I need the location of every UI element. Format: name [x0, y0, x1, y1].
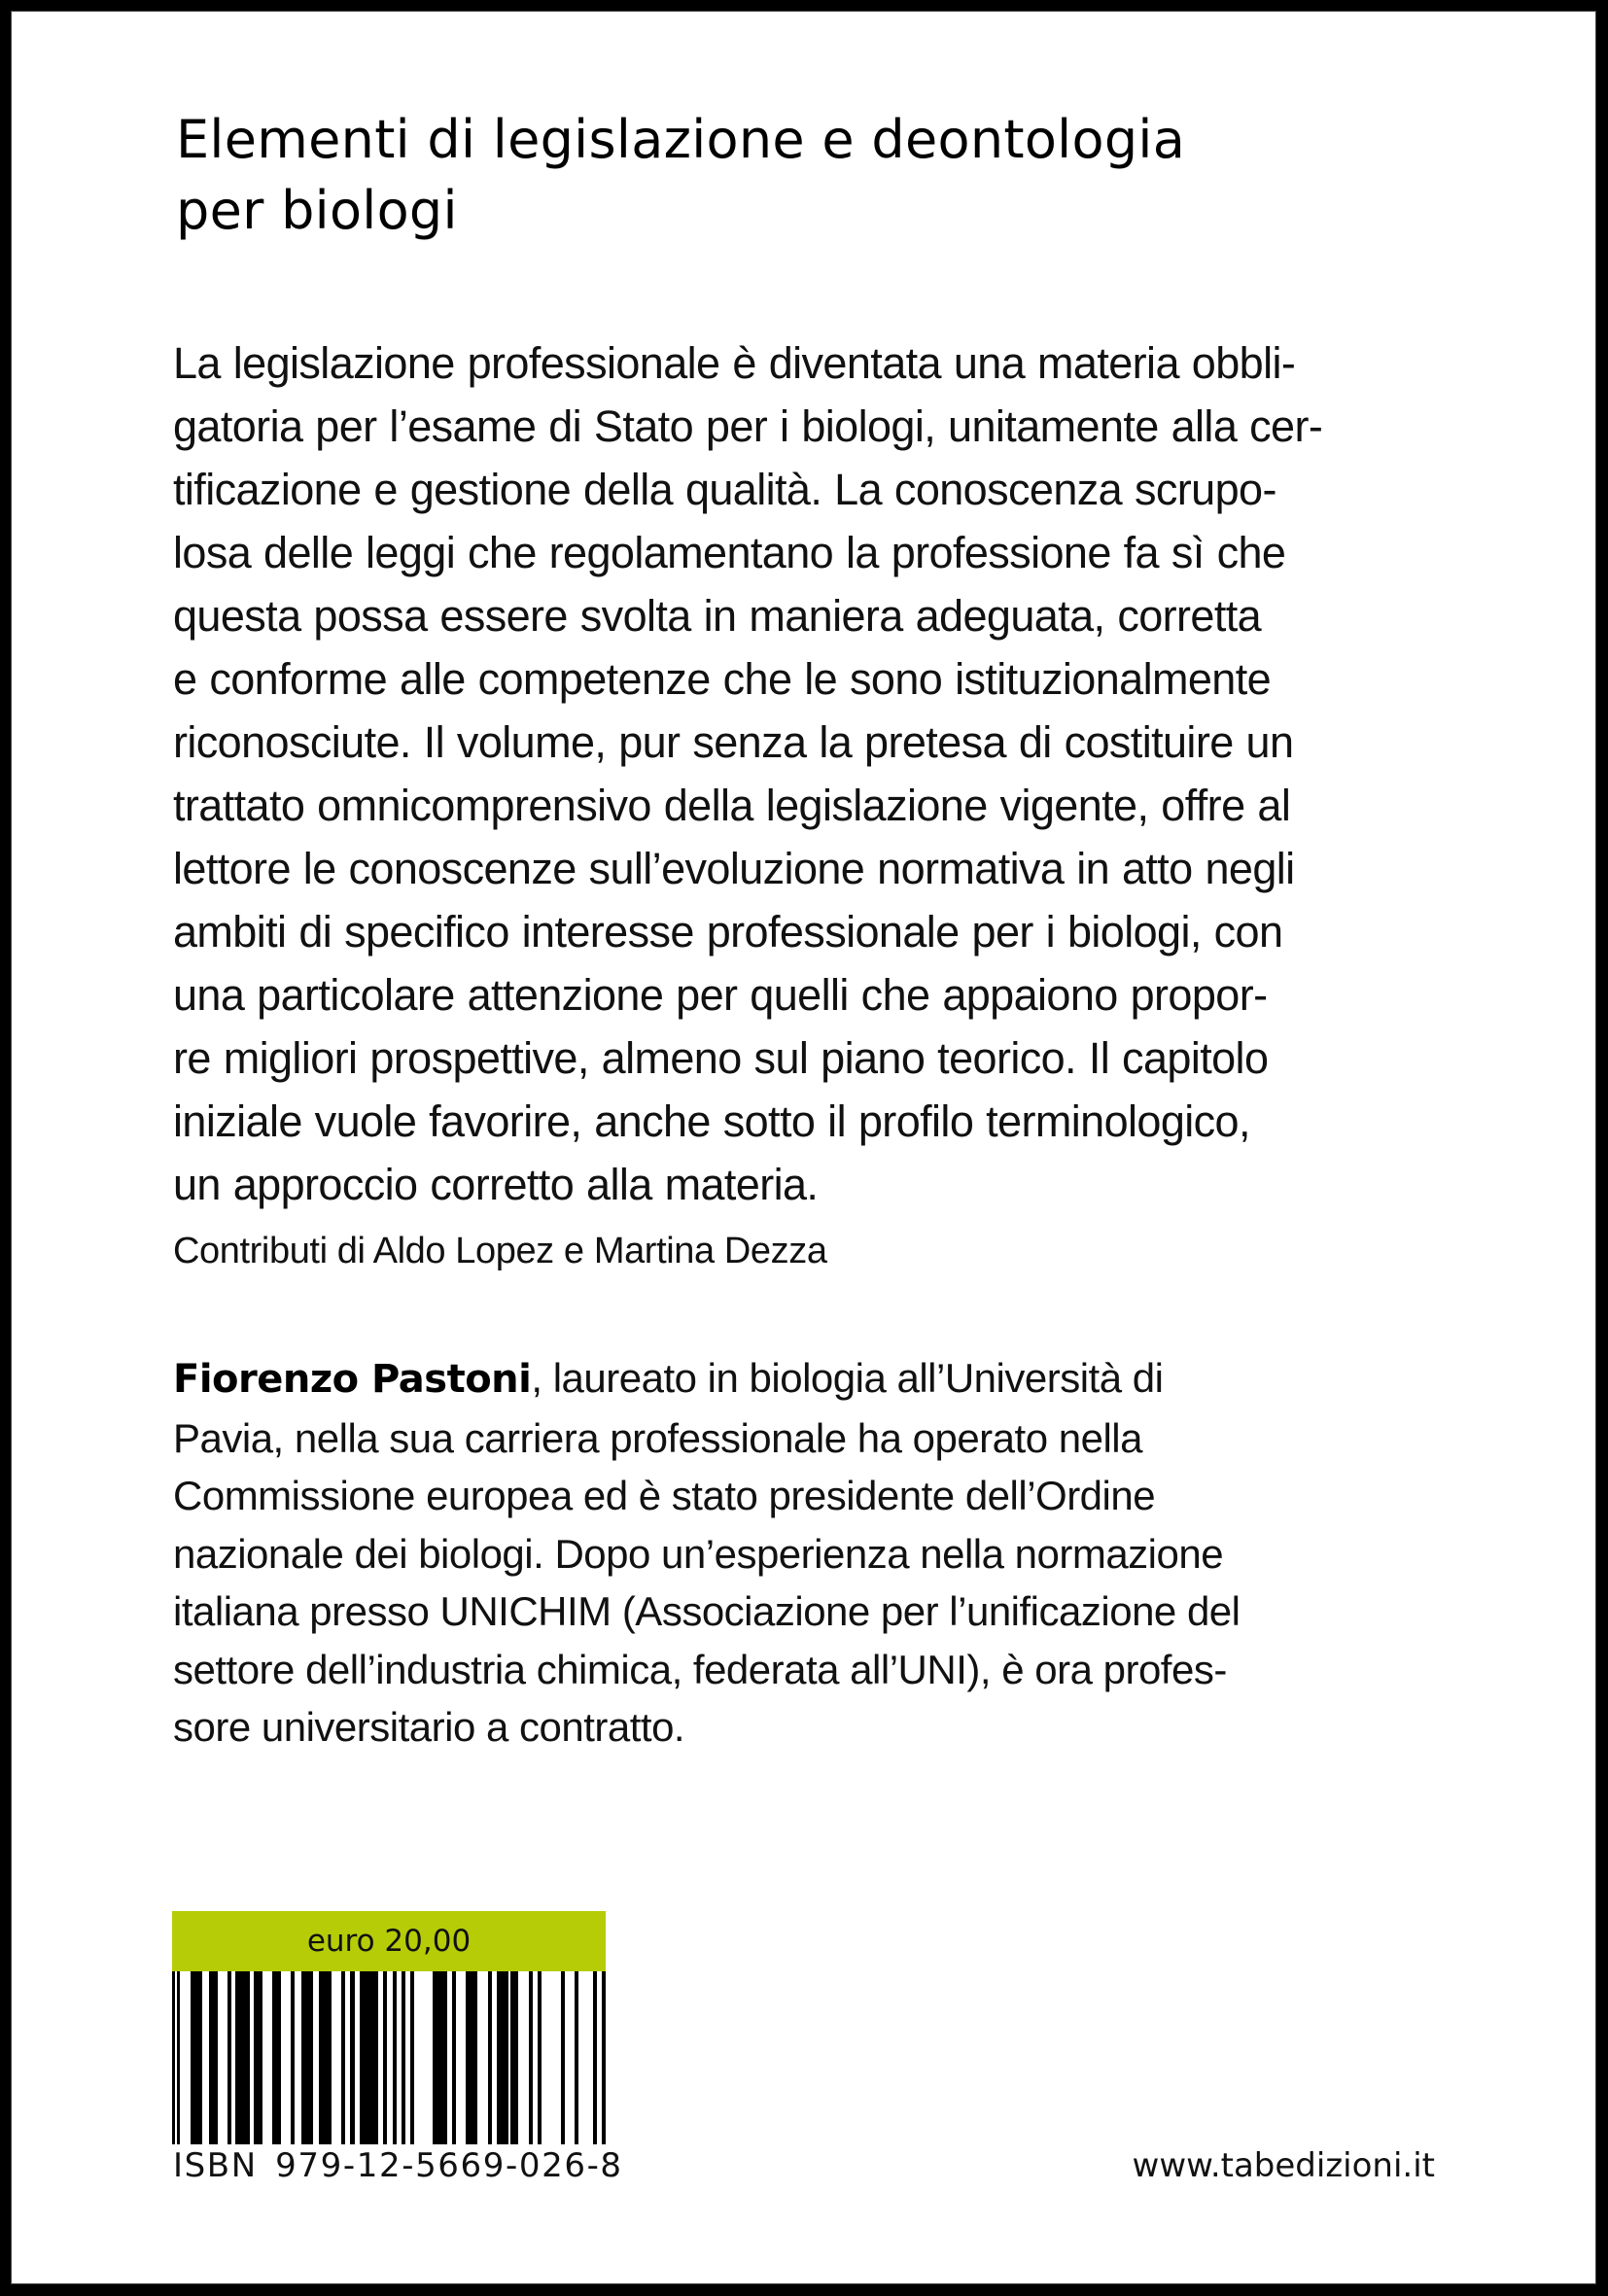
synopsis-line: ambiti di specifico interesse professionale per i biologi, con	[173, 907, 1283, 957]
synopsis-line: La legislazione professionale è diventata una materia obbli-	[173, 338, 1296, 388]
synopsis-line: gatoria per l’esame di Stato per i biologi, unitamente alla cer-	[173, 401, 1323, 451]
price-label	[172, 1911, 606, 1971]
synopsis	[173, 331, 1322, 1216]
synopsis-line: questa possa essere svolta in maniera adeguata, corretta	[173, 591, 1262, 641]
synopsis-line: iniziale vuole favorire, anche sotto il profilo terminologico,	[173, 1096, 1250, 1146]
author-name: Fiorenzo Pastoni	[173, 1357, 532, 1402]
synopsis-line: losa delle leggi che regolamentano la professione fa sì che	[173, 528, 1286, 577]
author-bio	[173, 1349, 1241, 1757]
bio-line: sore universitario a contratto.	[173, 1704, 685, 1750]
synopsis-line: e conforme alle competenze che le sono istituzionalmente	[173, 654, 1272, 704]
book-back-cover	[11, 11, 1596, 2284]
bio-line: Pavia, nella sua carriera professionale ha operato nella	[173, 1414, 1142, 1461]
book-title	[176, 104, 1185, 246]
synopsis-line: riconosciute. Il volume, pur senza la pretesa di costituire un	[173, 717, 1294, 767]
bio-line: italiana presso UNICHIM (Associazione per l’unificazione del	[173, 1588, 1241, 1634]
contributors-note: Contributi di Aldo Lopez e Martina Dezza	[173, 1231, 827, 1271]
title-line: per biologi	[176, 180, 458, 241]
synopsis-line: lettore le conoscenze sull’evoluzione normativa in atto negli	[173, 844, 1295, 893]
isbn-number: ISBN 979-12-5669-026-8	[173, 2146, 623, 2185]
price-text: euro 20,00	[306, 1924, 472, 1959]
bio-line: settore dell’industria chimica, federata all’UNI), è ora profes-	[173, 1646, 1227, 1692]
synopsis-line: tificazione e gestione della qualità. La conoscenza scrupo-	[173, 465, 1276, 514]
bio-first-line-rest: , laureato in biologia all’Università di	[531, 1355, 1164, 1401]
synopsis-line: una particolare attenzione per quelli che appaiono propor-	[173, 970, 1268, 1020]
bio-first-line	[173, 1349, 1241, 1409]
bio-line: Commissione europea ed è stato presidente dell’Ordine	[173, 1473, 1156, 1518]
barcode-icon	[172, 1971, 610, 2144]
synopsis-line: re migliori prospettive, almeno sul piano teorico. Il capitolo	[173, 1033, 1269, 1083]
synopsis-line: un approccio corretto alla materia.	[173, 1160, 819, 1209]
bio-line: nazionale dei biologi. Dopo un’esperienza nella normazione	[173, 1530, 1224, 1577]
publisher-website[interactable]: www.tabedizioni.it	[1132, 2146, 1435, 2185]
title-line: Elementi di legislazione e deontologia	[176, 109, 1186, 170]
synopsis-line: trattato omnicomprensivo della legislazione vigente, offre al	[173, 781, 1291, 830]
